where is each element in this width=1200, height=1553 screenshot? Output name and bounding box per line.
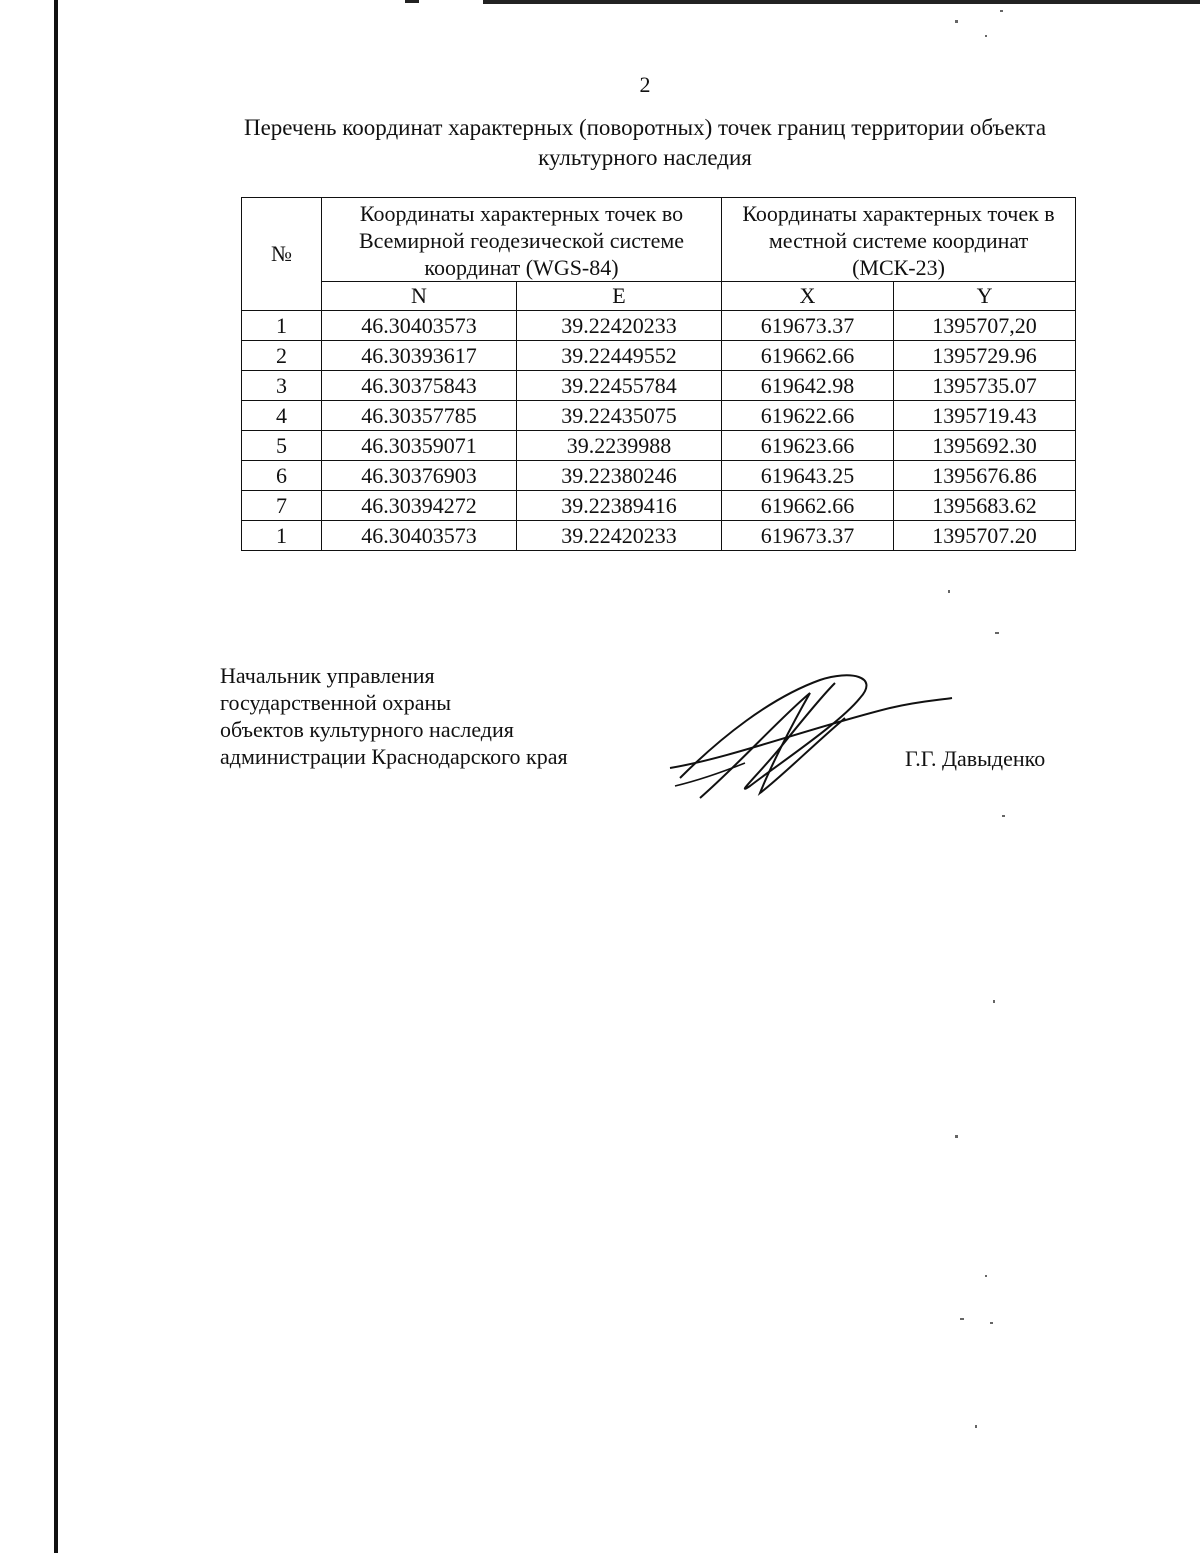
table-row: [242, 491, 1076, 521]
cell-num: 5: [242, 431, 322, 461]
cell-e: 39.22449552: [517, 341, 722, 371]
cell-e: 39.22420233: [517, 311, 722, 341]
table-row: [242, 341, 1076, 371]
table-subheader-row: [242, 282, 1076, 311]
cell-y: 1395683.62: [894, 491, 1076, 521]
scan-noise: [975, 1425, 977, 1428]
cell-n: 46.30403573: [322, 521, 517, 551]
scan-noise: [948, 590, 950, 593]
top-margin-rule: [483, 0, 1200, 4]
cell-e: 39.22420233: [517, 521, 722, 551]
cell-x: 619643.25: [722, 461, 894, 491]
scan-noise: [985, 35, 987, 37]
scan-noise: [985, 1275, 987, 1277]
cell-y: 1395676.86: [894, 461, 1076, 491]
table-row: [242, 371, 1076, 401]
header-number: №: [242, 198, 322, 311]
cell-y: 1395719.43: [894, 401, 1076, 431]
header-y: Y: [894, 282, 1076, 311]
table-row: [242, 431, 1076, 461]
cell-e: 39.2239988: [517, 431, 722, 461]
coordinates-table: [241, 197, 1076, 551]
cell-x: 619673.37: [722, 311, 894, 341]
scan-noise: [1000, 10, 1003, 12]
table-header-row: [242, 198, 1076, 282]
cell-num: 1: [242, 311, 322, 341]
cell-y: 1395707,20: [894, 311, 1076, 341]
signatory-position-line: администрации Краснодарского края: [220, 744, 568, 769]
cell-e: 39.22435075: [517, 401, 722, 431]
table-row: [242, 401, 1076, 431]
signatory-position: [220, 662, 568, 770]
header-msk23: Координаты характерных точек в местной системе координат (МСК-23): [722, 198, 1076, 282]
table-row: [242, 461, 1076, 491]
header-x: X: [722, 282, 894, 311]
scan-noise: [1002, 815, 1005, 817]
scan-noise: [955, 1135, 958, 1138]
cell-num: 7: [242, 491, 322, 521]
table-row: [242, 311, 1076, 341]
cell-y: 1395707.20: [894, 521, 1076, 551]
cell-e: 39.22455784: [517, 371, 722, 401]
handwritten-signature: [660, 668, 960, 808]
cell-num: 4: [242, 401, 322, 431]
cell-n: 46.30376903: [322, 461, 517, 491]
cell-y: 1395735.07: [894, 371, 1076, 401]
cell-n: 46.30393617: [322, 341, 517, 371]
cell-y: 1395692.30: [894, 431, 1076, 461]
table-row: [242, 521, 1076, 551]
header-wgs84: Координаты характерных точек во Всемирной геодезической системе координат (WGS-84): [322, 198, 722, 282]
cell-n: 46.30357785: [322, 401, 517, 431]
cell-x: 619662.66: [722, 341, 894, 371]
cell-num: 1: [242, 521, 322, 551]
signatory-position-line: Начальник управления: [220, 663, 435, 688]
header-e: E: [517, 282, 722, 311]
cell-n: 46.30359071: [322, 431, 517, 461]
scan-noise: [993, 1000, 995, 1003]
cell-x: 619673.37: [722, 521, 894, 551]
top-margin-rule-fragment: [405, 0, 419, 3]
scan-noise: [955, 20, 958, 23]
cell-x: 619662.66: [722, 491, 894, 521]
document-title: Перечень координат характерных (поворотных) точек границ территории объекта культурного наследия: [243, 115, 1047, 170]
signatory-position-line: объектов культурного наследия: [220, 717, 514, 742]
cell-num: 3: [242, 371, 322, 401]
scan-noise: [990, 1322, 993, 1324]
cell-n: 46.30403573: [322, 311, 517, 341]
cell-x: 619622.66: [722, 401, 894, 431]
signatory-position-line: государственной охраны: [220, 690, 452, 715]
signer-name: Г.Г. Давыденко: [905, 746, 1046, 771]
cell-y: 1395729.96: [894, 341, 1076, 371]
cell-e: 39.22380246: [517, 461, 722, 491]
cell-n: 46.30394272: [322, 491, 517, 521]
scan-noise: [995, 632, 999, 634]
left-margin-rule: [54, 0, 58, 1553]
cell-num: 6: [242, 461, 322, 491]
cell-num: 2: [242, 341, 322, 371]
page-number: 2: [639, 72, 651, 97]
cell-x: 619642.98: [722, 371, 894, 401]
cell-n: 46.30375843: [322, 371, 517, 401]
header-n: N: [322, 282, 517, 311]
scan-noise: [960, 1318, 964, 1320]
cell-e: 39.22389416: [517, 491, 722, 521]
cell-x: 619623.66: [722, 431, 894, 461]
